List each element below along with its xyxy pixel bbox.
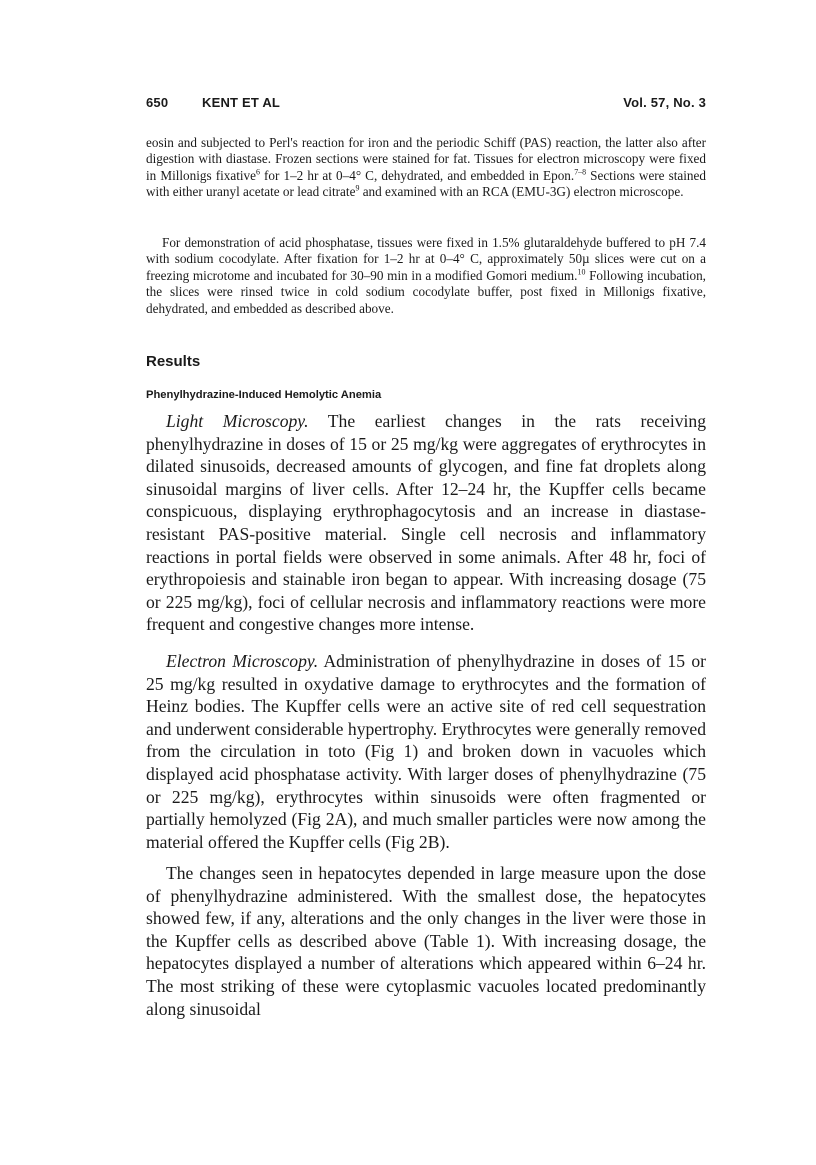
methods-paragraph-acid-phosphatase: For demonstration of acid phosphatase, tissues were fixed in 1.5% glutaraldehyde buffered to pH 7.4 with sodium cocodylate. After fixation for 1–2 hr at 0–4° C, approximately 50µ slices were cut on a freezing microtome and incubated for 30–90 min in a modified Gomori medium.$^{10}$ Following incubation, the slices were rinsed twice in cold sodium cocodylate buffer, post fixed in Millonigs fixative, dehydrated, and embedded as described above.	[146, 235, 706, 316]
methods-paragraph-staining: eosin and subjected to Perl's reaction for iron and the periodic Schiff (PAS) reaction, the latter also after digestion with diastase. Frozen sections were stained for fat. Tissues for electron microscopy were fixed in Millonigs fixative$^6$ for 1–2 hr at 0–4° C, dehydrated, and embedded in Epon.$^{7-8}$ Sections were stained with either uranyl acetate or lead citrate$^9$ and examined with an RCA (EMU-3G) electron microscope.	[146, 135, 706, 200]
reference-marker: 9	[355, 183, 360, 193]
light-microscopy-paragraph: Light Microscopy. The earliest changes in the rats receiving phenylhydrazine in doses of 15 or 25 mg/kg were aggregates of erythrocytes in dilated sinusoids, decreased amounts of glycogen, and fine fat droplets along sinusoidal margins of liver cells. After 12–24 hr, the Kupffer cells became conspicuous, displaying erythrophagocytosis and an increase in diastase-resistant PAS-positive material. Single cell necrosis and inflammatory reactions in portal fields were observed in some animals. After 48 hr, foci of erythropoiesis and stainable iron began to appear. With increasing dosage (75 or 225 mg/kg), foci of cellular necrosis and inflammatory reactions were more frequent and congestive changes more intense.	[146, 411, 706, 635]
electron-microscopy-paragraph: Electron Microscopy. Administration of phenylhydrazine in doses of 15 or 25 mg/kg resulted in oxydative damage to erythrocytes and the formation of Heinz bodies. The Kupffer cells were an active site of red cell sequestration and underwent considerable hypertrophy. Erythrocytes were generally removed from the circulation in toto (Fig 1) and broken down in vacuoles which displayed acid phosphatase activity. With larger doses of phenylhydrazine (75 or 225 mg/kg), erythrocytes within sinusoids were often fragmented or partially hemolyzed (Fig 2A), and much smaller particles were now among the material offered the Kupffer cells (Fig 2B).	[146, 651, 707, 852]
electron-microscopy-runin: Electron Microscopy.	[166, 651, 319, 671]
hemolytic-anemia-subheading: Phenylhydrazine-Induced Hemolytic Anemia	[146, 389, 382, 401]
hepatocytes-paragraph: The changes seen in hepatocytes depended in large measure upon the dose of phenylhydrazine administered. With the smallest dose, the hepatocytes showed few, if any, alterations and the only changes in the liver were those in the Kupffer cells as described above (Table 1). With increasing dosage, the hepatocytes displayed a number of alterations which appeared within 6–24 hr. The most striking of these were cytoplasmic vacuoles located predominantly along sinusoidal	[146, 863, 706, 1019]
running-header	[146, 95, 706, 115]
reference-marker: 6	[256, 167, 260, 177]
running-authors: KENT ET AL	[202, 95, 281, 110]
results-heading: Results	[146, 353, 201, 370]
volume-issue: Vol. 57, No. 3	[623, 95, 706, 110]
reference-marker: 10	[577, 267, 586, 277]
light-microscopy-runin: Light Microscopy.	[166, 411, 309, 431]
journal-page	[146, 0, 706, 1165]
reference-marker: 7–8	[574, 167, 587, 177]
page-number: 650	[146, 95, 169, 110]
